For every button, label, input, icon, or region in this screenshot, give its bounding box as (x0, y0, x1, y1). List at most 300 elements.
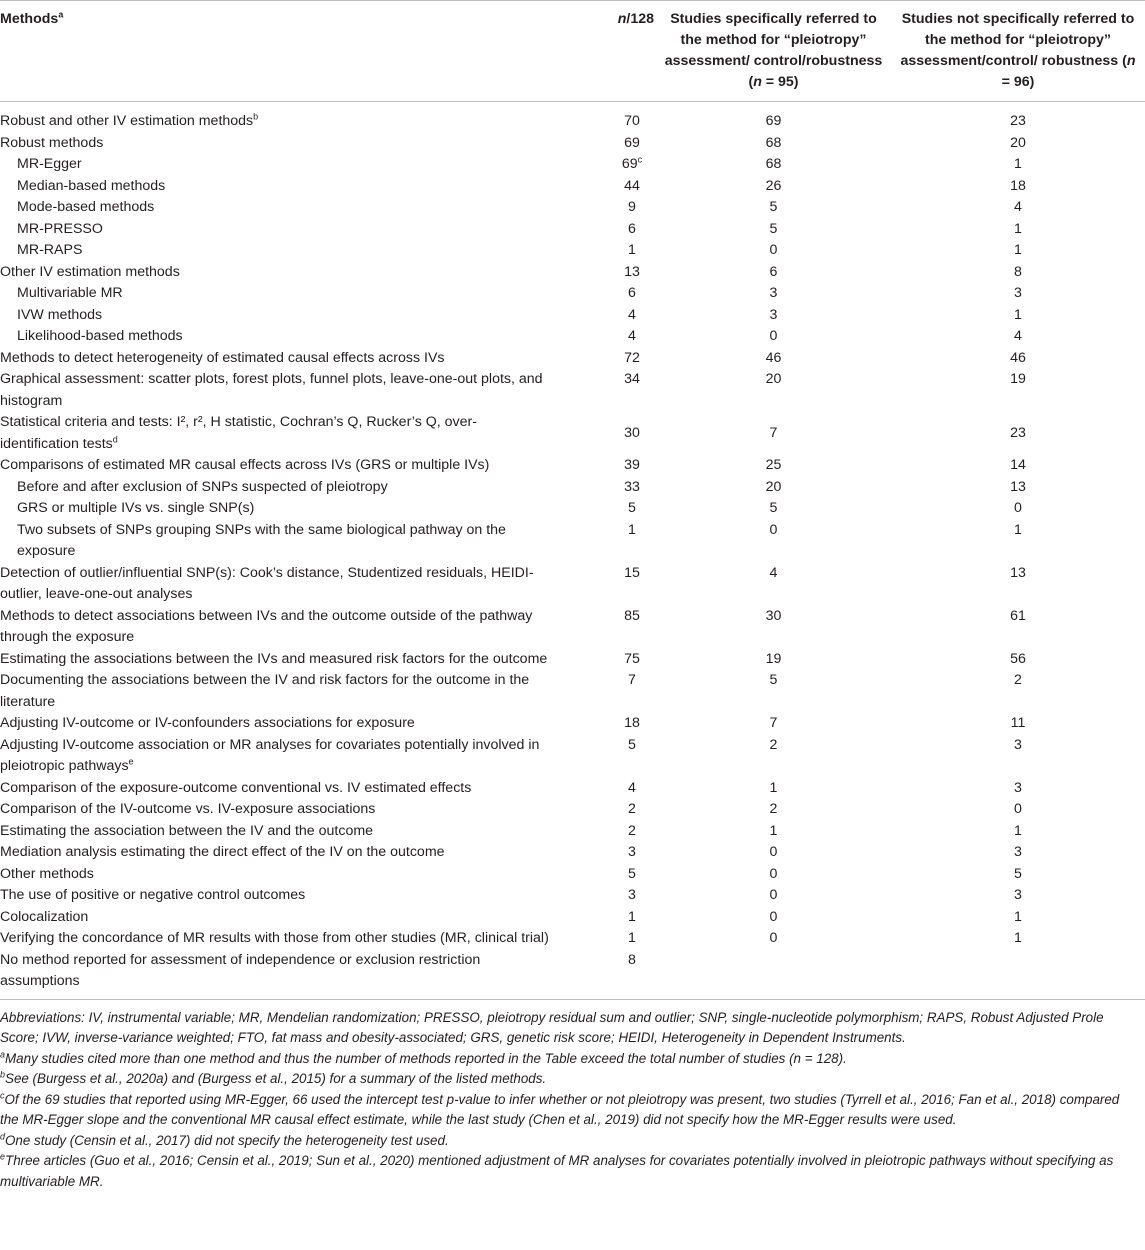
row-n-value-text: 1 (628, 242, 636, 258)
table-row (0, 713, 1145, 735)
row-specific-value (656, 240, 891, 262)
row-n-value-text: 5 (628, 865, 636, 882)
row-not-specific-value-text: 0 (1014, 500, 1022, 516)
row-n-value (556, 498, 656, 520)
row-n-value (556, 907, 656, 929)
footnote-b (0, 1069, 1139, 1090)
row-n-value-text: 6 (628, 285, 636, 301)
row-specific-value-text: 0 (769, 908, 778, 925)
row-not-specific-value-text: 1 (1014, 306, 1022, 323)
row-method-sup: b (253, 111, 259, 122)
row-specific-value (656, 778, 891, 800)
table-row (0, 102, 1145, 133)
row-specific-value (656, 563, 891, 606)
row-not-specific-value (891, 799, 1145, 821)
row-not-specific-value-text: 1 (1014, 521, 1022, 538)
row-n-value (556, 928, 656, 950)
row-method-label-text: MR-PRESSO (17, 220, 103, 237)
row-specific-value-text: 0 (769, 865, 778, 882)
row-method-label-text: Colocalization (0, 908, 89, 925)
row-n-value (556, 412, 656, 455)
row-specific-value-text: 6 (769, 263, 778, 280)
row-not-specific-value-text: 20 (1010, 134, 1026, 151)
row-not-specific-value (891, 520, 1145, 563)
row-not-specific-value-text: 1 (1014, 220, 1022, 237)
row-not-specific-value-text: 3 (1014, 736, 1022, 753)
row-n-value-text: 8 (628, 951, 636, 968)
row-n-value (556, 670, 656, 713)
row-method-label (0, 498, 556, 520)
table-row (0, 283, 1145, 305)
row-n-value-text: 70 (624, 113, 640, 129)
row-method-label (0, 606, 556, 649)
row-method-label-text: Likelihood-based methods (17, 328, 183, 344)
row-specific-value-text: 5 (769, 500, 778, 516)
table-row (0, 928, 1145, 950)
table-row (0, 262, 1145, 284)
row-method-label (0, 305, 556, 327)
row-n-value-text: 4 (628, 779, 636, 796)
row-method-label (0, 649, 556, 671)
row-specific-value (656, 928, 891, 950)
row-n-value-text: 1 (628, 930, 636, 946)
row-method-label-text: The use of positive or negative control outcomes (0, 887, 306, 903)
row-not-specific-value (891, 563, 1145, 606)
row-not-specific-value (891, 928, 1145, 950)
row-method-label-text: Other methods (0, 865, 94, 882)
row-specific-value-text: 0 (769, 242, 778, 258)
header-not-specific-n: n (1126, 53, 1136, 69)
footnote-d-text: One study (Censin et al., 2017) did not specify the heterogeneity test used. (5, 1132, 449, 1148)
row-specific-value (656, 885, 891, 907)
row-n-value (556, 950, 656, 1000)
row-specific-value (656, 197, 891, 219)
row-not-specific-value (891, 735, 1145, 778)
row-method-label-text: Documenting the associations between the IV and risk factors for the outcome in the literature (0, 672, 530, 710)
row-specific-value (656, 154, 891, 176)
row-n-value-text: 4 (628, 306, 636, 323)
row-not-specific-value-text: 19 (1010, 371, 1026, 387)
row-specific-value (656, 842, 891, 864)
row-n-value (556, 369, 656, 412)
row-specific-value-text: 0 (769, 328, 778, 344)
row-n-value-text: 9 (628, 199, 636, 215)
row-method-label (0, 864, 556, 886)
row-not-specific-value-text: 18 (1010, 177, 1026, 194)
table-row (0, 778, 1145, 800)
row-specific-value-text: 0 (769, 930, 778, 946)
row-not-specific-value (891, 455, 1145, 477)
row-n-value-text: 7 (628, 672, 636, 688)
row-n-value-text: 3 (628, 887, 636, 903)
row-n-value-text: 2 (628, 801, 636, 817)
row-not-specific-value-text: 4 (1014, 328, 1022, 344)
row-method-label-text: Two subsets of SNPs grouping SNPs with the same biological pathway on the exposure (17, 521, 506, 559)
row-specific-value (656, 102, 891, 133)
row-n-value (556, 154, 656, 176)
table-row (0, 864, 1145, 886)
row-not-specific-value (891, 348, 1145, 370)
footnote-d (0, 1131, 1139, 1152)
row-n-value (556, 842, 656, 864)
row-n-value-text: 6 (628, 220, 636, 237)
row-specific-value (656, 369, 891, 412)
row-specific-value (656, 305, 891, 327)
table-row (0, 305, 1145, 327)
row-method-label-text: Median-based methods (17, 177, 166, 194)
row-n-value-text: 2 (628, 822, 636, 839)
row-method-label-text: Adjusting IV-outcome or IV-confounders associations for exposure (0, 715, 415, 731)
row-method-label (0, 262, 556, 284)
row-n-value-text: 4 (628, 328, 636, 344)
row-specific-value-text: 4 (769, 564, 778, 581)
row-not-specific-value-text: 5 (1014, 865, 1022, 882)
row-not-specific-value (891, 240, 1145, 262)
row-n-value (556, 283, 656, 305)
row-not-specific-value (891, 305, 1145, 327)
row-not-specific-value (891, 821, 1145, 843)
row-not-specific-value (891, 326, 1145, 348)
row-method-label-text: Mediation analysis estimating the direct effect of the IV on the outcome (0, 844, 445, 860)
table-row (0, 670, 1145, 713)
row-n-value (556, 477, 656, 499)
header-n (556, 1, 656, 102)
table-row (0, 197, 1145, 219)
row-not-specific-value-text: 23 (1010, 424, 1026, 441)
row-not-specific-value (891, 864, 1145, 886)
row-not-specific-value-text: 13 (1010, 564, 1026, 581)
footnote-a (0, 1049, 1139, 1070)
header-methods-sup: a (58, 9, 64, 20)
table-body (0, 102, 1145, 1000)
row-specific-value-text: 5 (769, 199, 778, 215)
row-specific-value-text: 19 (765, 650, 782, 667)
row-n-value-text: 1 (628, 521, 636, 538)
row-method-label (0, 477, 556, 499)
row-not-specific-value (891, 649, 1145, 671)
table-row (0, 176, 1145, 198)
row-n-value (556, 197, 656, 219)
row-method-label-text: Verifying the concordance of MR results with those from other studies (MR, clinical trial) (0, 930, 549, 946)
row-specific-value-text: 26 (765, 177, 782, 194)
row-method-label-text: Other IV estimation methods (0, 263, 180, 280)
row-method-label (0, 821, 556, 843)
table-row (0, 219, 1145, 241)
row-specific-value (656, 950, 891, 1000)
row-not-specific-value-text: 56 (1010, 650, 1026, 667)
row-method-label (0, 799, 556, 821)
row-method-label (0, 670, 556, 713)
header-specific-n: n (753, 74, 762, 90)
row-specific-value-text: 2 (769, 801, 778, 817)
footnote-b-mark: b (0, 1069, 6, 1080)
row-specific-value (656, 283, 891, 305)
row-method-label (0, 348, 556, 370)
row-method-label-text: Comparison of the IV-outcome vs. IV-exposure associations (0, 801, 376, 817)
row-method-label (0, 102, 556, 133)
row-method-label-text: Methods to detect heterogeneity of estimated causal effects across IVs (0, 349, 445, 366)
row-not-specific-value (891, 670, 1145, 713)
row-n-value-text: 34 (624, 371, 640, 387)
row-n-value (556, 262, 656, 284)
row-specific-value (656, 649, 891, 671)
table-row (0, 735, 1145, 778)
row-not-specific-value (891, 133, 1145, 155)
row-n-value-text: 85 (624, 607, 640, 624)
header-not-specific-text: Studies not specifically referred to the method for “pleiotropy” assessment/control/ robustness (900, 11, 1135, 69)
row-n-value-text: 3 (628, 844, 636, 860)
row-method-label (0, 563, 556, 606)
row-specific-value (656, 735, 891, 778)
header-specific-count: = 95) (761, 74, 799, 90)
row-n-value (556, 176, 656, 198)
table-row (0, 498, 1145, 520)
row-specific-value (656, 520, 891, 563)
row-not-specific-value (891, 283, 1145, 305)
footnote-c-mark: c (0, 1090, 5, 1101)
row-method-label-text: Statistical criteria and tests: I², r², H statistic, Cochran’s Q, Rucker’s Q, over-identification tests (0, 414, 477, 452)
row-not-specific-value (891, 369, 1145, 412)
row-n-value (556, 864, 656, 886)
row-n-value-text: 33 (624, 478, 640, 495)
row-method-label-text: GRS or multiple IVs vs. single SNP(s) (17, 500, 255, 516)
header-n-italic: n (617, 11, 627, 27)
row-specific-value-text: 25 (765, 457, 782, 473)
row-n-value-text: 75 (624, 650, 640, 667)
row-not-specific-value-text: 61 (1010, 607, 1026, 624)
row-specific-value (656, 864, 891, 886)
row-method-label-text: MR-Egger (17, 156, 82, 172)
row-n-value (556, 735, 656, 778)
footnote-abbreviations: Abbreviations: IV, instrumental variable; MR, Mendelian randomization; PRESSO, pleiotropy residual sum and outlier; SNP, single-nucleotide polymorphism; RAPS, Robust Adjusted Prole Score; IVW, inverse-variance weighted; FTO, fat mass and obesity-associated; GRS, genetic risk score; HEIDI, Heterogeneity in Dependent Instruments. (0, 1009, 1104, 1045)
row-method-sup: e (128, 756, 134, 767)
row-specific-value (656, 455, 891, 477)
row-method-label (0, 219, 556, 241)
header-specific-open: ( (748, 74, 754, 90)
row-method-label (0, 778, 556, 800)
row-not-specific-value (891, 262, 1145, 284)
row-n-value (556, 799, 656, 821)
row-method-label (0, 735, 556, 778)
row-not-specific-value-text: 23 (1010, 113, 1026, 129)
row-n-value (556, 563, 656, 606)
row-method-label-text: MR-RAPS (17, 242, 83, 258)
table-row (0, 412, 1145, 455)
row-method-label (0, 197, 556, 219)
footnote-e-mark: e (0, 1151, 6, 1162)
table-row (0, 799, 1145, 821)
row-n-value-text: 13 (624, 263, 640, 280)
row-n-value (556, 133, 656, 155)
row-specific-value-text: 3 (769, 285, 778, 301)
row-method-label-text: Adjusting IV-outcome association or MR analyses for covariates potentially involved in pleiotropic pathways (0, 736, 540, 774)
row-specific-value-text: 0 (769, 887, 778, 903)
row-n-value (556, 455, 656, 477)
row-n-value (556, 778, 656, 800)
row-not-specific-value-text: 1 (1014, 822, 1022, 839)
row-n-value (556, 520, 656, 563)
row-method-label-text: Methods to detect associations between IVs and the outcome outside of the pathway through the exposure (0, 607, 533, 645)
row-specific-value-text: 0 (769, 521, 778, 538)
row-not-specific-value-text: 3 (1014, 285, 1022, 301)
row-specific-value (656, 133, 891, 155)
row-not-specific-value-text: 13 (1010, 478, 1026, 495)
row-method-label-text: No method reported for assessment of independence or exclusion restriction assumptions (0, 951, 481, 989)
row-n-value-text: 18 (624, 715, 640, 731)
footnote-e (0, 1151, 1139, 1192)
row-specific-value-text: 68 (765, 156, 782, 172)
row-n-value (556, 885, 656, 907)
row-specific-value-text: 5 (769, 672, 778, 688)
row-not-specific-value-text: 3 (1014, 779, 1022, 796)
row-method-label-text: Before and after exclusion of SNPs suspected of pleiotropy (17, 478, 388, 495)
row-method-label (0, 369, 556, 412)
row-n-value-text: 44 (624, 177, 640, 194)
row-n-value-text: 39 (624, 457, 640, 473)
row-n-value-text: 15 (624, 564, 640, 581)
row-not-specific-value (891, 176, 1145, 198)
row-specific-value-text: 20 (765, 371, 782, 387)
row-n-value (556, 102, 656, 133)
row-n-value-text: 69 (621, 156, 638, 172)
row-specific-value (656, 262, 891, 284)
row-n-value-text: 69 (624, 134, 640, 151)
row-method-label-text: Comparison of the exposure-outcome conventional vs. IV estimated effects (0, 779, 472, 796)
footnote-c-text: Of the 69 studies that reported using MR-Egger, 66 used the intercept test p-value to infer whether or not pleiotropy was present, two studies (Tyrrell et al., 2016; Fan et al., 2018) compared the MR-Egger slope and the conventional MR causal effect estimate, while the last study (Chen et al., 2019) did not specify how the MR-Egger results were used. (0, 1091, 1120, 1127)
row-not-specific-value-text: 3 (1014, 844, 1022, 860)
row-not-specific-value-text: 3 (1014, 887, 1022, 903)
row-n-value (556, 348, 656, 370)
row-n-value (556, 240, 656, 262)
row-not-specific-value-text: 14 (1010, 457, 1026, 473)
row-n-value-text: 5 (628, 500, 636, 516)
header-methods (0, 1, 556, 102)
row-method-label (0, 520, 556, 563)
row-method-label (0, 907, 556, 929)
table-row (0, 326, 1145, 348)
table-row (0, 154, 1145, 176)
row-n-value (556, 821, 656, 843)
row-not-specific-value (891, 907, 1145, 929)
footnote-e-text: Three articles (Guo et al., 2016; Censin et al., 2019; Sun et al., 2020) mentioned adjustment of MR analyses for covariates potentially involved in pleiotropic pathways without specifying as multivariable MR. (0, 1153, 1114, 1189)
row-not-specific-value (891, 154, 1145, 176)
header-specific (656, 1, 891, 102)
row-method-label-text: Estimating the association between the IV and the outcome (0, 822, 374, 839)
row-specific-value-text: 1 (769, 822, 778, 839)
row-not-specific-value-text: 8 (1014, 263, 1022, 280)
table-row (0, 885, 1145, 907)
row-not-specific-value-text: 1 (1014, 908, 1022, 925)
table-row (0, 477, 1145, 499)
table-row (0, 348, 1145, 370)
row-n-value (556, 305, 656, 327)
row-not-specific-value-text: 4 (1014, 199, 1022, 215)
row-method-label (0, 240, 556, 262)
row-method-label-text: Robust and other IV estimation methods (0, 113, 254, 129)
table-row (0, 133, 1145, 155)
row-method-label (0, 713, 556, 735)
table-header (0, 1, 1145, 102)
row-specific-value-text: 68 (765, 134, 782, 151)
footnote-c (0, 1090, 1139, 1131)
row-specific-value (656, 821, 891, 843)
table-row (0, 907, 1145, 929)
row-specific-value (656, 907, 891, 929)
row-specific-value (656, 219, 891, 241)
footnote-b-text: See (Burgess et al., 2020a) and (Burgess et al., 2015) for a summary of the listed methods. (5, 1071, 547, 1086)
row-not-specific-value-text: 11 (1010, 715, 1026, 731)
row-not-specific-value (891, 412, 1145, 455)
row-method-label-text: Comparisons of estimated MR causal effects across IVs (GRS or multiple IVs) (0, 457, 490, 473)
row-not-specific-value (891, 197, 1145, 219)
row-specific-value-text: 2 (769, 736, 778, 753)
row-method-label-text: Estimating the associations between the IVs and measured risk factors for the outcome (0, 650, 548, 667)
row-not-specific-value-text: 2 (1014, 672, 1022, 688)
row-method-label-text: Robust methods (0, 134, 104, 151)
row-not-specific-value (891, 713, 1145, 735)
row-specific-value-text: 5 (769, 220, 778, 237)
row-method-label (0, 326, 556, 348)
row-specific-value-text: 7 (769, 424, 778, 441)
row-specific-value (656, 326, 891, 348)
row-method-label (0, 412, 556, 455)
table-row (0, 563, 1145, 606)
row-not-specific-value-text: 1 (1014, 930, 1022, 946)
row-n-value (556, 326, 656, 348)
table-row (0, 369, 1145, 412)
row-not-specific-value (891, 219, 1145, 241)
table-row (0, 821, 1145, 843)
row-specific-value-text: 20 (765, 478, 782, 495)
row-method-label (0, 950, 556, 1000)
row-not-specific-value (891, 498, 1145, 520)
row-specific-value-text: 46 (765, 349, 782, 366)
table-row (0, 455, 1145, 477)
row-n-value (556, 606, 656, 649)
row-specific-value (656, 477, 891, 499)
row-specific-value (656, 799, 891, 821)
row-specific-value-text: 30 (765, 607, 782, 624)
row-method-label-text: Graphical assessment: scatter plots, forest plots, funnel plots, leave-one-out plots, and histogram (0, 371, 543, 409)
row-specific-value-text: 1 (769, 779, 778, 796)
row-n-value-text: 5 (628, 736, 636, 753)
row-specific-value (656, 670, 891, 713)
row-method-label (0, 176, 556, 198)
row-method-label (0, 885, 556, 907)
header-not-specific-open: ( (1122, 53, 1127, 69)
row-not-specific-value-text: 1 (1014, 242, 1022, 258)
row-not-specific-value (891, 102, 1145, 133)
table-row (0, 240, 1145, 262)
row-n-value (556, 713, 656, 735)
row-specific-value (656, 348, 891, 370)
table-row (0, 649, 1145, 671)
row-not-specific-value (891, 606, 1145, 649)
row-n-value-text: 30 (624, 424, 640, 441)
row-method-label-text: Mode-based methods (17, 199, 155, 215)
row-specific-value (656, 412, 891, 455)
row-not-specific-value (891, 950, 1145, 1000)
header-not-specific (891, 1, 1145, 102)
row-method-label (0, 133, 556, 155)
table-row (0, 520, 1145, 563)
row-specific-value (656, 176, 891, 198)
header-not-specific-count: = 96) (1001, 74, 1035, 90)
row-method-label (0, 283, 556, 305)
row-specific-value (656, 606, 891, 649)
row-method-label (0, 455, 556, 477)
row-method-label (0, 928, 556, 950)
